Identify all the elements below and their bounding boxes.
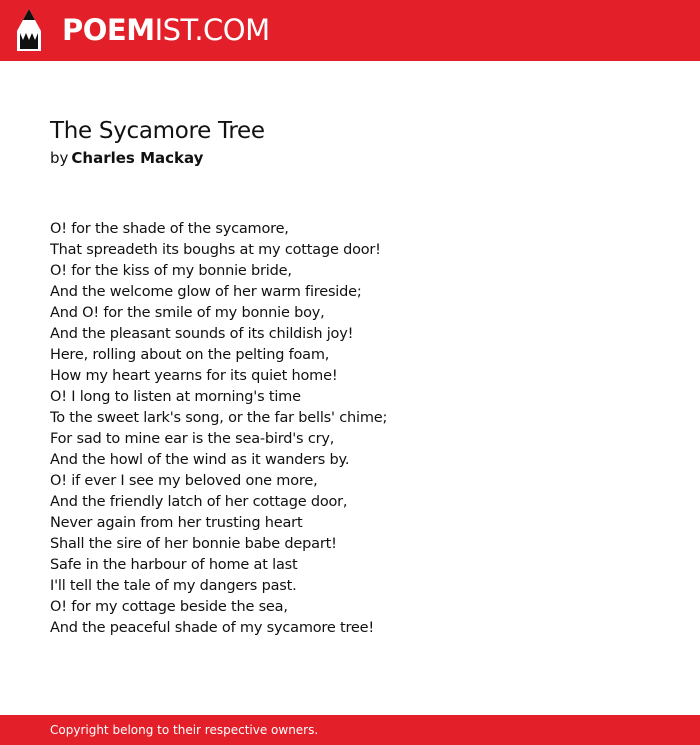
poem-title: The Sycamore Tree bbox=[50, 118, 265, 144]
logo-text-light: IST.COM bbox=[154, 12, 270, 47]
poem-line: And the friendly latch of her cottage door, bbox=[50, 494, 348, 510]
poem-line: O! for the kiss of my bonnie bride, bbox=[50, 263, 292, 279]
poem-line: For sad to mine ear is the sea-bird's cry, bbox=[50, 431, 335, 447]
site-footer bbox=[0, 715, 700, 745]
poem-line: And the howl of the wind as it wanders by. bbox=[50, 452, 350, 468]
poem-line: Safe in the harbour of home at last bbox=[50, 557, 298, 573]
poem-line: O! if ever I see my beloved one more, bbox=[50, 473, 318, 489]
poem-line: And the welcome glow of her warm fireside; bbox=[50, 284, 362, 300]
poem-body bbox=[50, 219, 650, 639]
copyright-text: Copyright belong to their respective owners. bbox=[50, 723, 319, 737]
author-name: Charles Mackay bbox=[71, 149, 204, 167]
poem-line: And the pleasant sounds of its childish joy! bbox=[50, 326, 354, 342]
poem-line: How my heart yearns for its quiet home! bbox=[50, 368, 338, 384]
poem-line: O! I long to listen at morning's time bbox=[50, 389, 301, 405]
site-header bbox=[0, 0, 700, 61]
poem-line: Shall the sire of her bonnie babe depart! bbox=[50, 536, 337, 552]
poem-line: Never again from her trusting heart bbox=[50, 515, 303, 531]
poem-line: Here, rolling about on the pelting foam, bbox=[50, 347, 330, 363]
poem-line: And O! for the smile of my bonnie boy, bbox=[50, 305, 325, 321]
poem-line: And the peaceful shade of my sycamore tree! bbox=[50, 620, 374, 636]
poem-byline bbox=[50, 147, 650, 169]
poem-line: O! for the shade of the sycamore, bbox=[50, 221, 289, 237]
site-logo-text bbox=[62, 12, 270, 47]
poem-line: O! for my cottage beside the sea, bbox=[50, 599, 288, 615]
poem-content bbox=[50, 115, 650, 639]
poem-line: I'll tell the tale of my dangers past. bbox=[50, 578, 297, 594]
site-logo-link[interactable] bbox=[16, 8, 270, 52]
logo-text-strong: POEM bbox=[62, 12, 155, 47]
poem-line: That spreadeth its boughs at my cottage door! bbox=[50, 242, 381, 258]
poem-line: To the sweet lark's song, or the far bells' chime; bbox=[50, 410, 388, 426]
by-label: by bbox=[50, 149, 69, 167]
pencil-icon bbox=[16, 9, 42, 51]
